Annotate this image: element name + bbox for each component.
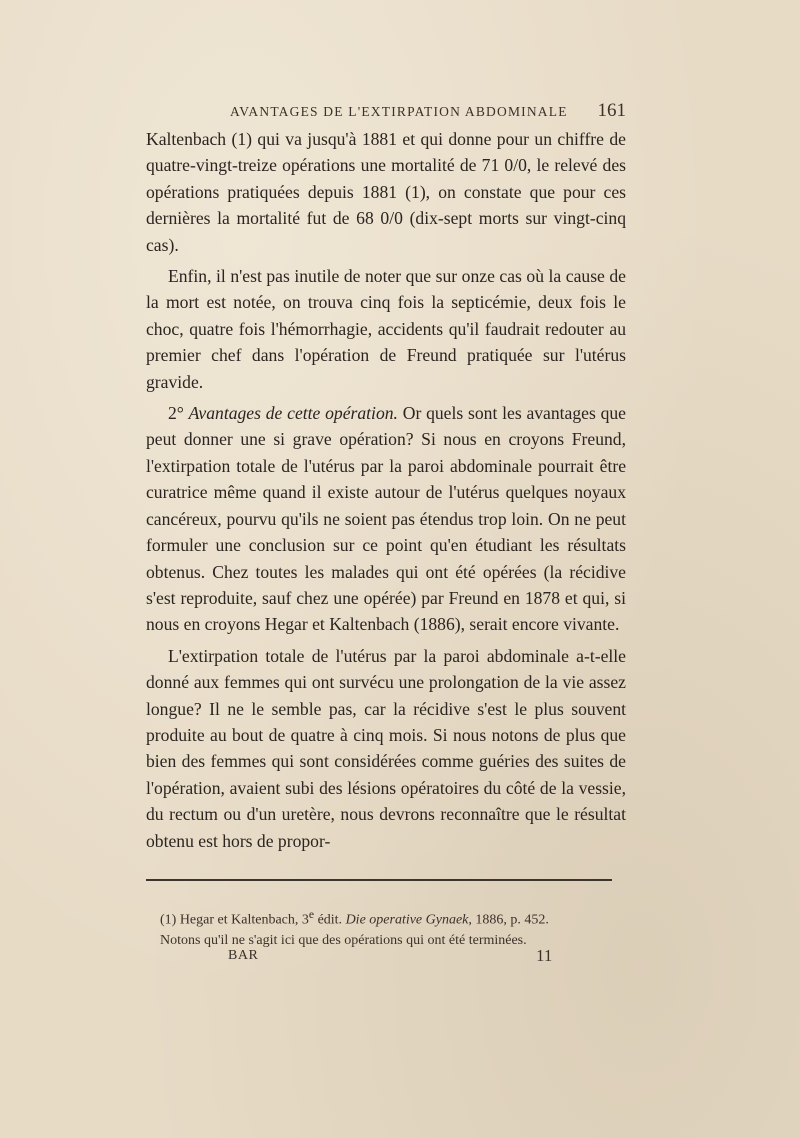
section-title: Avantages de cette opération. — [188, 403, 398, 424]
footnote-ref: (1) Hegar et Kaltenbach, 3 — [160, 912, 309, 928]
footnote-edition-superscript: e — [308, 908, 315, 921]
footnote-edition: édit. — [314, 912, 346, 928]
signature-code: BAR — [228, 948, 259, 963]
footnote-year-page: 1886, p. 452. — [471, 912, 549, 928]
footnote-2: Notons qu'il ne s'agit ici que des opérations qui ont été terminées. — [160, 932, 527, 948]
footnote-1 — [160, 905, 630, 931]
running-head-title: AVANTAGES DE L'EXTIRPATION ABDOMINALE — [230, 104, 568, 119]
footnote-divider — [146, 879, 612, 881]
paragraph-causes-of-death: Enfin, il n'est pas inutile de noter que sur onze cas où la cause de la mort est notée, on trouva cinq fois la septicémie, deux fois le choc, quatre fois l'hémorrhagie, accidents qu'il faudrait redouter au premier chef dans l'opération de Freund pratiquée sur l'utérus gravide. — [146, 266, 626, 392]
printer-signature — [218, 946, 558, 966]
running-head — [146, 100, 626, 124]
paragraph-advantages-body: Or quels sont les avantages que peut donner une si grave opération? Si nous en croyons Freund, l'extirpation totale de l'utérus par la paroi abdominale pourrait être curatrice même quand il existe autour de l'utérus quelques noyaux cancéreux, pourvu qu'ils ne soient pas étendus trop loin. On ne peut formuler une conclusion sur ce point qu'en étudiant les résultats obtenus. Chez toutes les malades qui ont été opérées (la récidive s'est reproduite, sauf chez une opérée) par Freund en 1878 et qui, si nous en croyons Hegar et Kaltenbach (1886), serait encore vivante. — [146, 403, 626, 635]
footnote-book-title: Die operative Gynaek, — [345, 912, 472, 928]
body-text — [146, 126, 626, 854]
section-number: 2° — [168, 403, 184, 424]
paragraph-continuation: Kaltenbach (1) qui va jusqu'à 1881 et qui donne pour un chiffre de quatre-vingt-treize opérations une mortalité de 71 0/0, le relevé des opérations pratiquées depuis 1881 (1), on constate que pour ces dernières la mortalité fut de 68 0/0 (dix-sept morts sur vingt-cinq cas). — [146, 129, 626, 255]
paragraph-advantages — [146, 400, 626, 638]
page-number: 161 — [597, 100, 626, 121]
paragraph-survival: L'extirpation totale de l'utérus par la paroi abdominale a-t-elle donné aux femmes qui ont survécu une prolongation de la vie assez longue? Il ne le semble pas, car la récidive s'est le plus souvent produite au bout de quatre à cinq mois. Si nous notons de plus que bien des femmes qui sont considérées comme guéries des suites de l'opération, avaient subi des lésions opératoires du côté de la vessie, du rectum ou d'un uretère, nous devrons reconnaître que le résultat obtenu est hors de propor- — [146, 645, 626, 851]
signature-number: 11 — [536, 946, 553, 965]
footnotes — [160, 905, 630, 951]
